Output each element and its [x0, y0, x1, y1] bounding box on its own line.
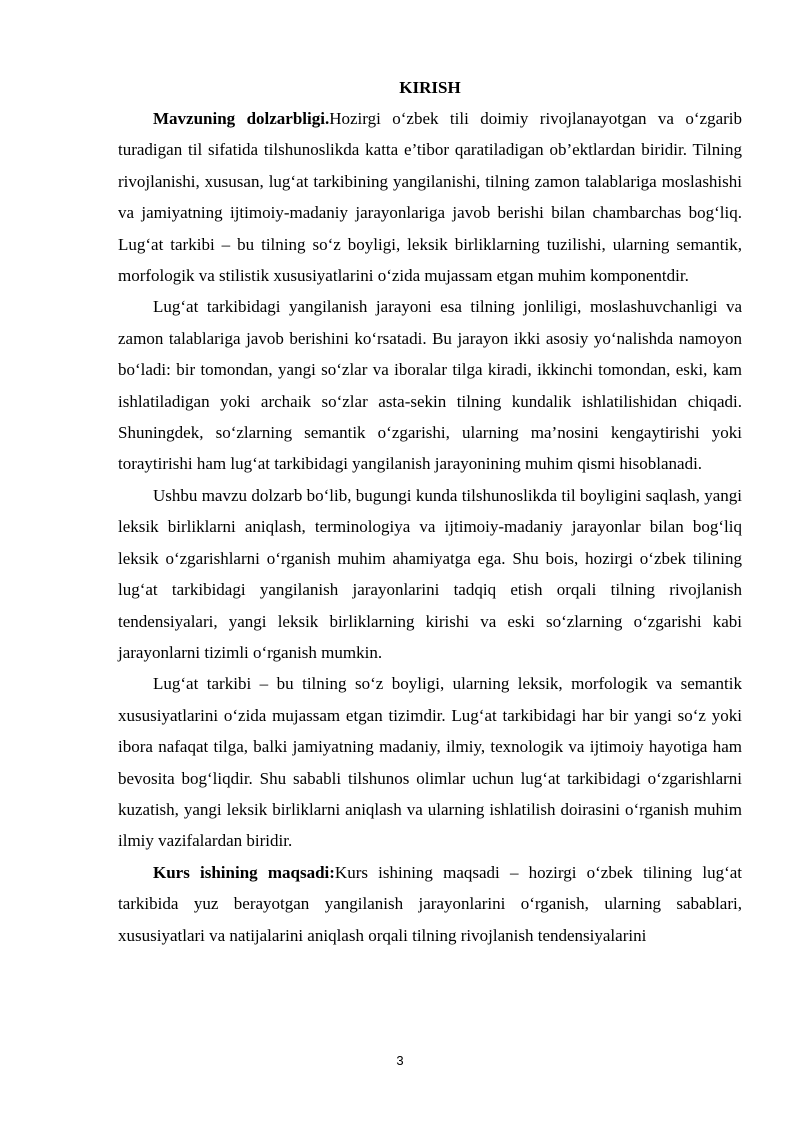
paragraph-lead-course-goal: Kurs ishining maqsadi: [153, 862, 335, 882]
paragraph-update-process [118, 291, 742, 479]
paragraph-lead-relevance: Mavzuning dolzarbligi. [153, 109, 330, 128]
page-title: KIRISH [399, 78, 461, 97]
document-page [118, 72, 742, 951]
paragraph-course-goal [118, 857, 742, 951]
paragraph-topic-importance [118, 480, 742, 668]
paragraph-text-update-process: Lug‘at tarkibidagi yangilanish jarayoni esa tilning jonliligi, moslashuvchanligi va zamon talablariga javob berishini ko‘rsatadi. Bu jarayon ikki asosiy yo‘nalishda namoyon bo‘ladi: bir tomondan, yangi so‘zlar va iboralar tilga kiradi, ikkinchi tomondan, eski, kam ishlatiladigan yoki archaik so‘zlar asta-sekin tilning kundalik ishlatilishidan chiqadi. Shuningdek, so‘zlarning semantik o‘zgarishi, ularning ma’nosini kengaytirishi yoki toraytirishi ham lug‘at tarkibidagi yangilanish jarayonining muhim qismi hisoblanadi. [118, 297, 742, 474]
paragraph-text-vocabulary-system: Lug‘at tarkibi – bu tilning so‘z boyligi, ularning leksik, morfologik va semantik xususiyatlarini o‘zida mujassam etgan tizimdir. Lug‘at tarkibidagi har bir yangi so‘z yoki ibora nafaqat tilga, balki jamiyatning madaniy, ilmiy, texnologik va ijtimoiy hayotiga ham bevosita bog‘liqdir. Shu sababli tilshunos olimlar uchun lug‘at tarkibidagi o‘zgarishlarni kuzatish, yangi leksik birliklarni aniqlash va ularning ishlatilish doirasini o‘rganish muhim ilmiy vazifalardan biridir. [118, 674, 742, 851]
paragraph-vocabulary-system [118, 668, 742, 856]
paragraph-text-topic-importance: Ushbu mavzu dolzarb bo‘lib, bugungi kunda tilshunoslikda til boyligini saqlash, yangi leksik birliklarni aniqlash, terminologiya va ijtimoiy-madaniy jarayonlar bilan bog‘liq leksik o‘zgarishlarni o‘rganish muhim ahamiyatga ega. Shu bois, hozirgi o‘zbek tilining lug‘at tarkibidagi yangilanish jarayonlarini tadqiq etish orqali tilning rivojlanish tendensiyalari, yangi leksik birliklarning kirishi va eski so‘zlarning o‘zgarishi kabi jarayonlarni tizimli o‘rganish mumkin. [118, 485, 742, 662]
paragraph-text-relevance: Hozirgi o‘zbek tili doimiy rivojlanayotgan va o‘zgarib turadigan til sifatida tilshunoslikda katta e’tibor qaratiladigan ob’ektlardan biridir. Tilning rivojlanishi, xususan, lug‘at tarkibining yangilanishi, tilning zamon talablariga moslashishi va jamiyatning ijtimoiy-madaniy jarayonlariga javob berishi bilan chambarchas bog‘liq. Lug‘at tarkibi – bu tilning so‘z boyligi, leksik birliklarning tuzilishi, ularning semantik, morfologik va stilistik xususiyatlarini o‘zida mujassam etgan muhim komponentdir. [118, 109, 742, 286]
paragraph-relevance [118, 103, 742, 291]
paragraph-text-course-goal: Kurs ishining maqsadi – hozirgi o‘zbek tilining lug‘at tarkibida yuz berayotgan yangilanish jarayonlarini o‘rganish, ularning sabablari, xususiyatlari va natijalarini aniqlash orqali tilning rivojlanish tendensiyalarini [118, 862, 743, 945]
page-number: 3 [396, 1053, 404, 1068]
